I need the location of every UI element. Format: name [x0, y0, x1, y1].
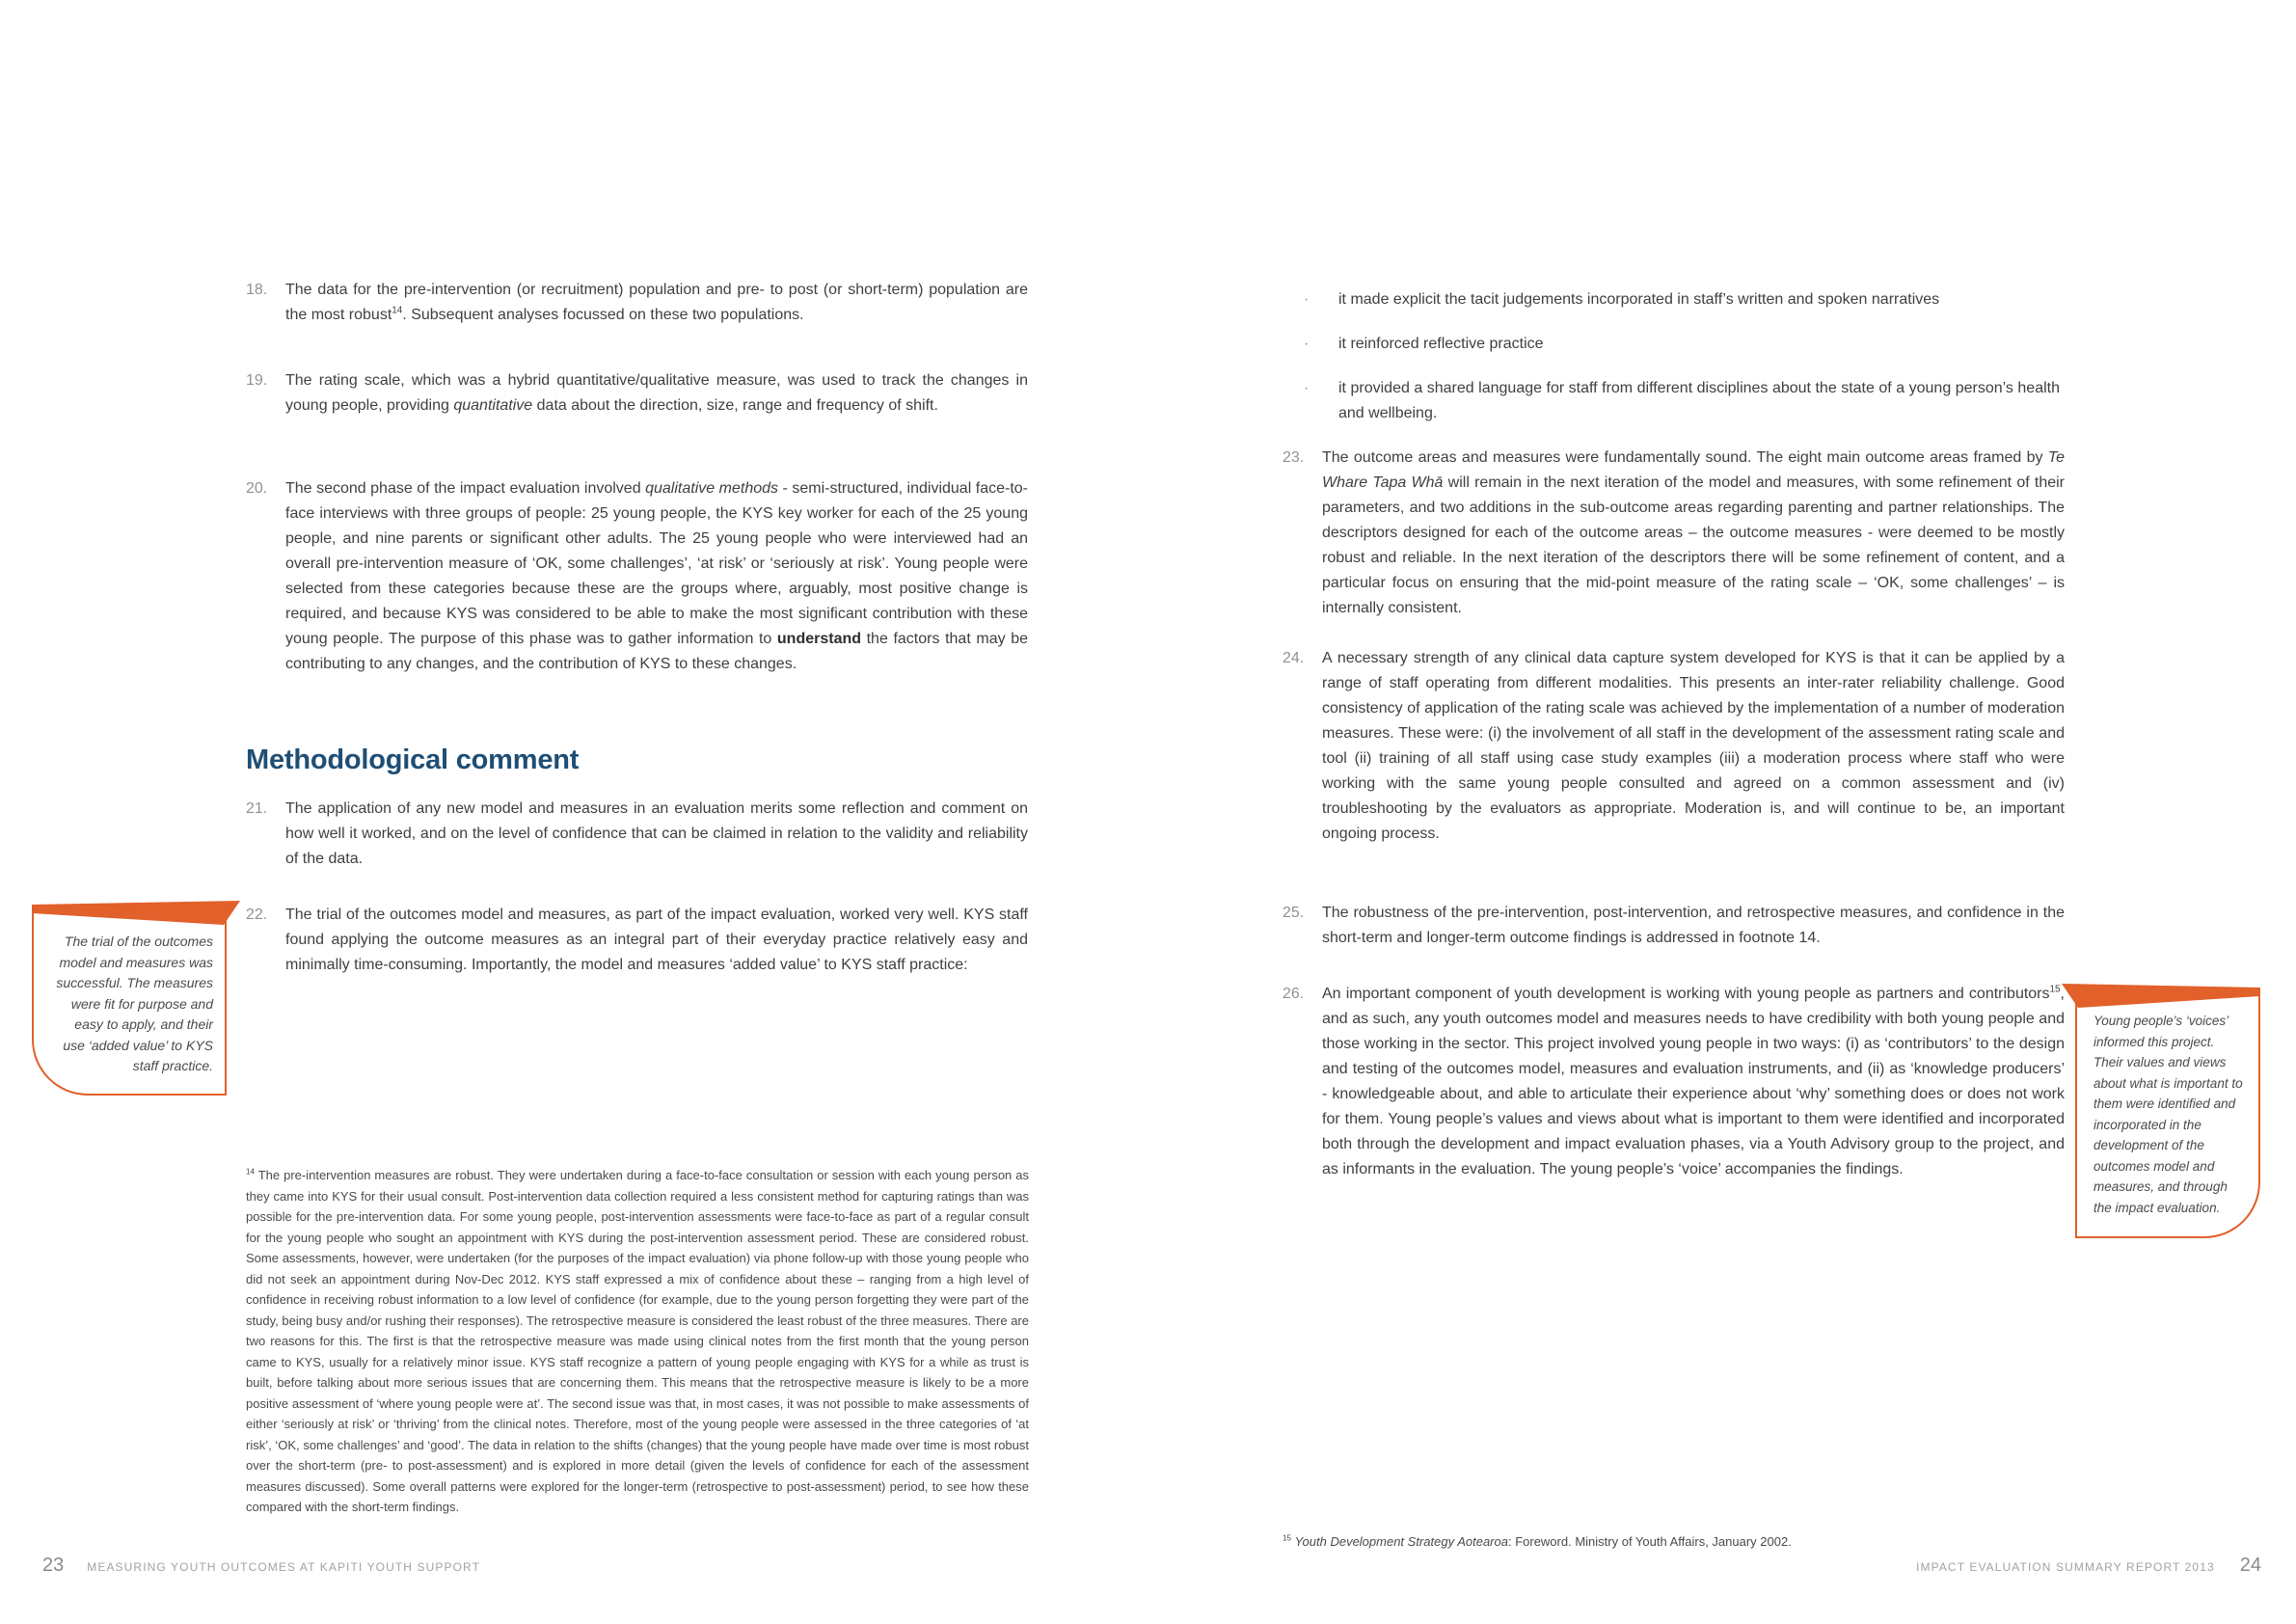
paragraph-number: 23.	[1283, 449, 1305, 466]
paragraph-text: The trial of the outcomes model and measures, as part of the impact evaluation, worked very well. KYS staff found applying the outcome measures as an integral part of their everyday practice relatively easy and minimally time-consuming. Importantly, the model and measures ‘added value’ to KYS staff practice:	[285, 907, 1028, 973]
paragraph-26	[1283, 982, 2065, 1182]
footnote-14: $^{14}$ The pre-intervention measures are robust. They were undertaken during a face-to-face consultation or session with each young person as they came into KYS for their usual consult. Post-intervention data collection required a less consistent method for capturing ratings than was possible for the pre-intervention data. For some young people, post-intervention assessments were face-to-face as part of a regular consult for the young people who sought an appointment with KYS during the post-intervention assessment period. These are considered robust. Some assessments, however, were undertaken (for the purposes of the impact evaluation) via phone follow-up with those young people who did not seek an appointment during Nov-Dec 2012. KYS staff expressed a mix of confidence about these – ranging from a high level of confidence in receiving robust information to a low level of confidence (for example, due to the young person forgetting they were part of the study, being busy and/or rushing their responses). The retrospective measure is considered the least robust of the three measures. There are two reasons for this. The first is that the retrospective measure was made using clinical notes from the first month that the young person came to KYS, usually for a relatively minor issue. KYS staff recognize a pattern of young people engaging with KYS for a while as trust is built, before talking about more serious issues that are concerning them. This means that the retrospective measure is likely to be a more positive assessment of ‘where young people were at’. The second issue was that, in most cases, it was not possible to make assessments of either ‘seriously at risk’ or ‘thriving’ from the clinical notes. Therefore, most of the young people were assessed in the three categories of ‘at risk’, ‘OK, some challenges’ and ‘good’. The data in relation to the shifts (changes) that the young people have made over time is most robust over the short-term (pre- to post-assessment) and is explored in more detail (given the levels of confidence for each of the assessment measures discussed). Some overall patterns were explored for the longer-term (retrospective to post-assessment) period, to see how these compared with the short-term findings.	[246, 1167, 1029, 1514]
bullet-text: it provided a shared language for staff from different disciplines about the state of a young person’s health and wellbeing.	[1338, 380, 2060, 421]
footnote-15: $^{15}$ Youth Development Strategy Aotearoa: Foreword. Ministry of Youth Affairs, January 2002.	[1283, 1533, 1792, 1549]
paragraph-number: 25.	[1283, 905, 1305, 921]
bullet-item	[1304, 376, 2060, 426]
paragraph-19	[246, 368, 1028, 419]
paragraph-text: The data for the pre-intervention (or recruitment) population and pre- to post (or short-term) population are the most robust$^{14}$. Subsequent analyses focussed on these two populations.	[285, 282, 1028, 323]
paragraph-21	[246, 797, 1028, 872]
paragraph-text: The outcome areas and measures were fundamentally sound. The eight main outcome areas framed by Te Whare Tapa Whā will remain in the next iteration of the model and measures, with some refinement of their parameters, and two additions in the sub-outcome areas regarding parenting and partner relationships. The descriptors designed for each of the outcome areas – the outcome measures - were deemed to be mostly robust and reliable. In the next iteration of the descriptors there will be some refinement of content, and a particular focus on ensuring that the mid-point measure of the rating scale – ‘OK, some challenges’ – is internally consistent.	[1322, 449, 2065, 616]
page-number: 24	[2239, 1555, 2261, 1576]
paragraph-20	[246, 476, 1028, 677]
paragraph-number: 18.	[246, 282, 268, 298]
right-page-footer	[1916, 1555, 2261, 1577]
callout-fold-icon	[32, 901, 240, 926]
paragraph-24	[1283, 646, 2065, 847]
section-heading: Methodological comment	[246, 744, 580, 775]
paragraph-number: 22.	[246, 907, 268, 923]
paragraph-25	[1283, 901, 2065, 951]
pull-quote-right	[2075, 989, 2260, 1238]
paragraph-22	[246, 903, 1028, 978]
paragraph-number: 26.	[1283, 986, 1305, 1002]
callout-fold-icon	[2062, 984, 2260, 1009]
page-number: 23	[42, 1555, 65, 1576]
paragraph-text: The rating scale, which was a hybrid quantitative/qualitative measure, was used to track the changes in young people, providing quantitative data about the direction, size, range and frequency of shift.	[285, 372, 1028, 414]
footer-label: IMPACT EVALUATION SUMMARY REPORT 2013	[1916, 1560, 2215, 1574]
pull-quote-left	[32, 907, 227, 1096]
bullet-text: it reinforced reflective practice	[1338, 336, 1544, 352]
paragraph-18	[246, 278, 1028, 328]
pull-quote-text: Young people’s ‘voices’ informed this project. Their values and views about what is important to them were identified and incorporated in the development of the outcomes model and measures, and through the impact evaluation.	[2093, 1014, 2243, 1215]
pull-quote-text: The trial of the outcomes model and measures was successful. The measures were fit for purpose and easy to apply, and their use ‘added value’ to KYS staff practice.	[56, 934, 213, 1073]
paragraph-text: A necessary strength of any clinical data capture system developed for KYS is that it can be applied by a range of staff operating from different modalities. This presents an inter-rater reliability challenge. Good consistency of application of the rating scale was achieved by the implementation of a number of moderation measures. These were: (i) the involvement of all staff in the development of the assessment rating scale and tool (ii) training of all staff using case study examples (iii) a moderation process where staff who were working with the same young people consulted and agreed on a common assessment and (iv) troubleshooting by the evaluators as appropriate. Moderation is, and will continue to be, an important ongoing process.	[1322, 650, 2065, 842]
bullet-item	[1304, 332, 2060, 357]
paragraph-23	[1283, 446, 2065, 621]
paragraph-text: The application of any new model and measures in an evaluation merits some reflection and comment on how well it worked, and on the level of confidence that can be claimed in relation to the validity and reliability of the data.	[285, 800, 1028, 867]
bullet-text: it made explicit the tacit judgements incorporated in staff’s written and spoken narratives	[1338, 291, 1940, 308]
paragraph-number: 21.	[246, 800, 268, 817]
left-page-footer	[42, 1555, 480, 1577]
bullet-dot-icon: ·	[1304, 291, 1310, 308]
paragraph-text: An important component of youth development is working with young people as partners and contributors$^{15}$, and as such, any youth outcomes model and measures needs to have credibility with both young people and those working in the sector. This project involved young people in two ways: (i) as ‘contributors’ to the design and testing of the outcomes model, measures and evaluation instruments, and (ii) as ‘knowledge producers’ - knowledgeable about, and able to articulate their experience about ‘why’ something does or does not work for them. Young people’s values and views about what is important to them were identified and incorporated both through the development and impact evaluation phases, via a Youth Advisory group to the project, and as informants in the evaluation. The young people’s ‘voice’ accompanies the findings.	[1322, 984, 2065, 1177]
paragraph-number: 19.	[246, 372, 268, 389]
bullet-item	[1304, 287, 2060, 312]
footer-label: MEASURING YOUTH OUTCOMES AT KAPITI YOUTH SUPPORT	[87, 1560, 480, 1574]
paragraph-text: The second phase of the impact evaluation involved qualitative methods - semi-structured, individual face-to-face interviews with three groups of people: 25 young people, the KYS key worker for each of the 25 young people, and nine parents or significant other adults. The 25 young people who were interviewed had an overall pre-intervention measure of ‘OK, some challenges’, ‘at risk’ or ‘seriously at risk’. Young people were selected from these categories because these are the groups where, arguably, most positive change is required, and because KYS was considered to be able to make the most significant contribution with these young people. The purpose of this phase was to gather information to understand the factors that may be contributing to any changes, and the contribution of KYS to these changes.	[285, 480, 1029, 672]
bullet-dot-icon: ·	[1304, 380, 1310, 396]
paragraph-number: 20.	[246, 480, 268, 497]
paragraph-text: The robustness of the pre-intervention, post-intervention, and retrospective measures, and confidence in the short-term and longer-term outcome findings is addressed in footnote 14.	[1322, 905, 2065, 946]
paragraph-number: 24.	[1283, 650, 1305, 666]
bullet-dot-icon: ·	[1304, 336, 1310, 352]
